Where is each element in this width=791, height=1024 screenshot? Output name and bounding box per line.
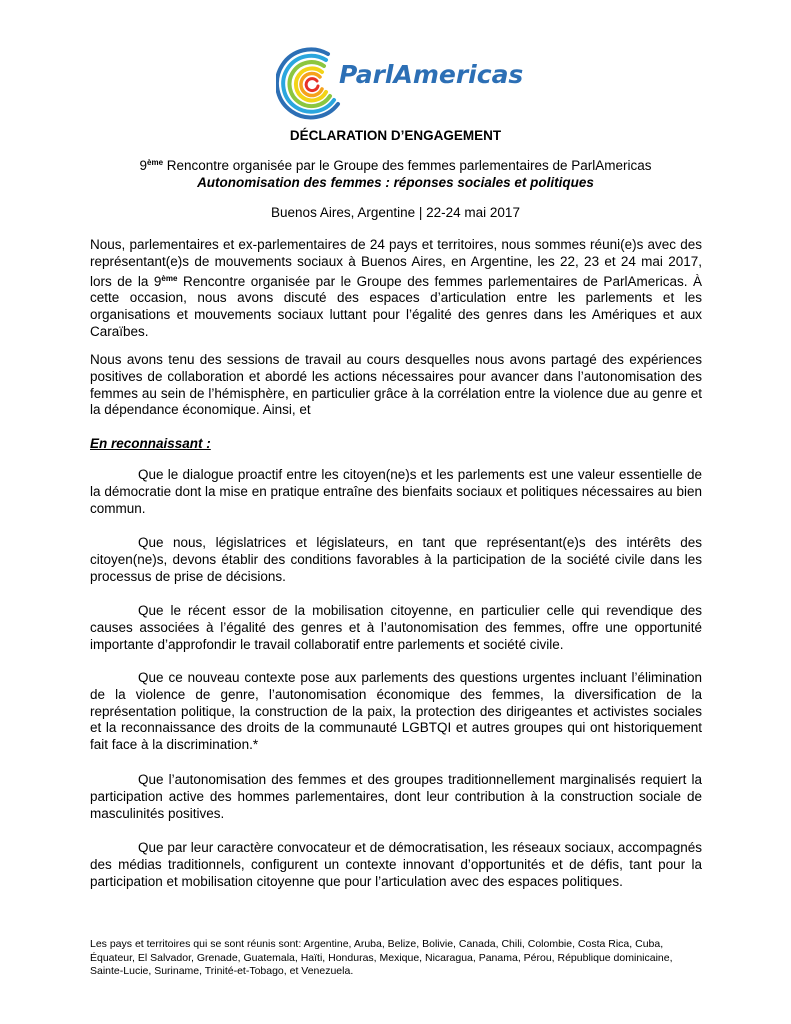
clause-2 — [90, 535, 702, 585]
event-ordinal: 9 — [139, 158, 147, 173]
clause-text: Que par leur caractère convocateur et de démocratisation, les réseaux sociaux, accompagnés des médias traditionnels, configurent un contexte innovant d’opportunités et de défis, tant pour la participation et mobilisation citoyenne que pour l’articulation avec des espaces politiques. — [90, 840, 702, 889]
clause-text: Que ce nouveau contexte pose aux parlements des questions urgentes incluant l’élimination de la violence de genre, l’autonomisation économique des femmes, la diversification de la représentation politique, la construction de la paix, la protection des dirigeantes et activistes sociales et la reconnaissance des droits de la communauté LGBTQI et autres groupes qui ont historiquement fait face à la discrimination.* — [90, 670, 702, 753]
logo-arcs-icon — [276, 46, 346, 120]
clause-1 — [90, 467, 702, 517]
parlamericas-logo — [276, 46, 536, 120]
clause-5 — [90, 772, 702, 822]
clause-4 — [90, 670, 702, 754]
clause-text: Que l’autonomisation des femmes et des groupes traditionnellement marginalisés requiert la participation active des hommes parlementaires, dont leur contribution à la construction sociale de masculinités positives. — [90, 772, 702, 821]
recognizing-heading: En reconnaissant : — [90, 436, 211, 451]
intro-text-start: Nous, parlementaires et ex-parlementaires de 24 pays et territoires, nous sommes réuni(e)s avec des représentant(e)s de mouvements sociaux à Buenos Aires, en Argentine, les 22, 23 et 24 mai 2017, lors de la 9 — [90, 237, 702, 289]
sessions-text: Nous avons tenu des sessions de travail au cours desquelles nous avons partagé des expériences positives de collaboration et abordé les actions nécessaires pour avancer dans l’autonomisation des femmes au sein de l’hémisphère, en particulier grâce à la corrélation entre la violence due au genre et la dépendance économique. Ainsi, et — [90, 352, 702, 418]
clause-6 — [90, 840, 702, 890]
event-theme: Autonomisation des femmes : réponses sociales et politiques — [197, 175, 594, 190]
place-date: Buenos Aires, Argentine | 22-24 mai 2017 — [271, 205, 520, 220]
clause-3 — [90, 603, 702, 653]
logo-wordmark: ParlAmericas — [339, 60, 524, 89]
clause-text: Que nous, législatrices et législateurs, en tant que représentant(e)s des intérêts des citoyen(ne)s, devons établir des conditions favorables à la participation de la société civile dans les processus de prise de décisions. — [90, 535, 702, 584]
event-name: Rencontre organisée par le Groupe des femmes parlementaires de ParlAmericas — [163, 158, 652, 173]
sessions-paragraph — [90, 352, 702, 419]
clause-text: Que le dialogue proactif entre les citoyen(ne)s et les parlements est une valeur essentielle de la démocratie dont la mise en pratique entraîne des bienfaits sociaux et politiques nécessaires au bien commun. — [90, 467, 702, 516]
event-ordinal-suffix: ème — [147, 158, 164, 167]
intro-text-end: Rencontre organisée par le Groupe des femmes parlementaires de ParlAmericas. À cette occasion, nous avons discuté des espaces d’articulation entre les parlements et les organisations et mouvements sociaux luttant pour l’égalité des genres dans les Amériques et aux Caraïbes. — [90, 273, 702, 339]
intro-ordinal-suffix: ème — [161, 273, 178, 283]
clause-text: Que le récent essor de la mobilisation citoyenne, en particulier celle qui revendique des causes associées à l’égalité des genres et à l’autonomisation des femmes, offre une opportunité importante d’approfondir le travail collaboratif entre parlements et société civile. — [90, 603, 702, 652]
event-subtitle — [0, 154, 791, 191]
footnote-countries: Les pays et territoires qui se sont réunis sont: Argentine, Aruba, Belize, Bolivie, Canada, Chili, Colombie, Costa Rica, Cuba, Équateur, El Salvador, Grenade, Guatemala, Haïti, Honduras, Mexique, Nicaragua, Panama, Pérou, République dominicaine, Sainte-Lucie, Suriname, Trinité-et-Tobago, et Venezuela. — [90, 938, 673, 977]
intro-paragraph — [90, 237, 702, 341]
declaration-title: DÉCLARATION D’ENGAGEMENT — [289, 128, 502, 143]
